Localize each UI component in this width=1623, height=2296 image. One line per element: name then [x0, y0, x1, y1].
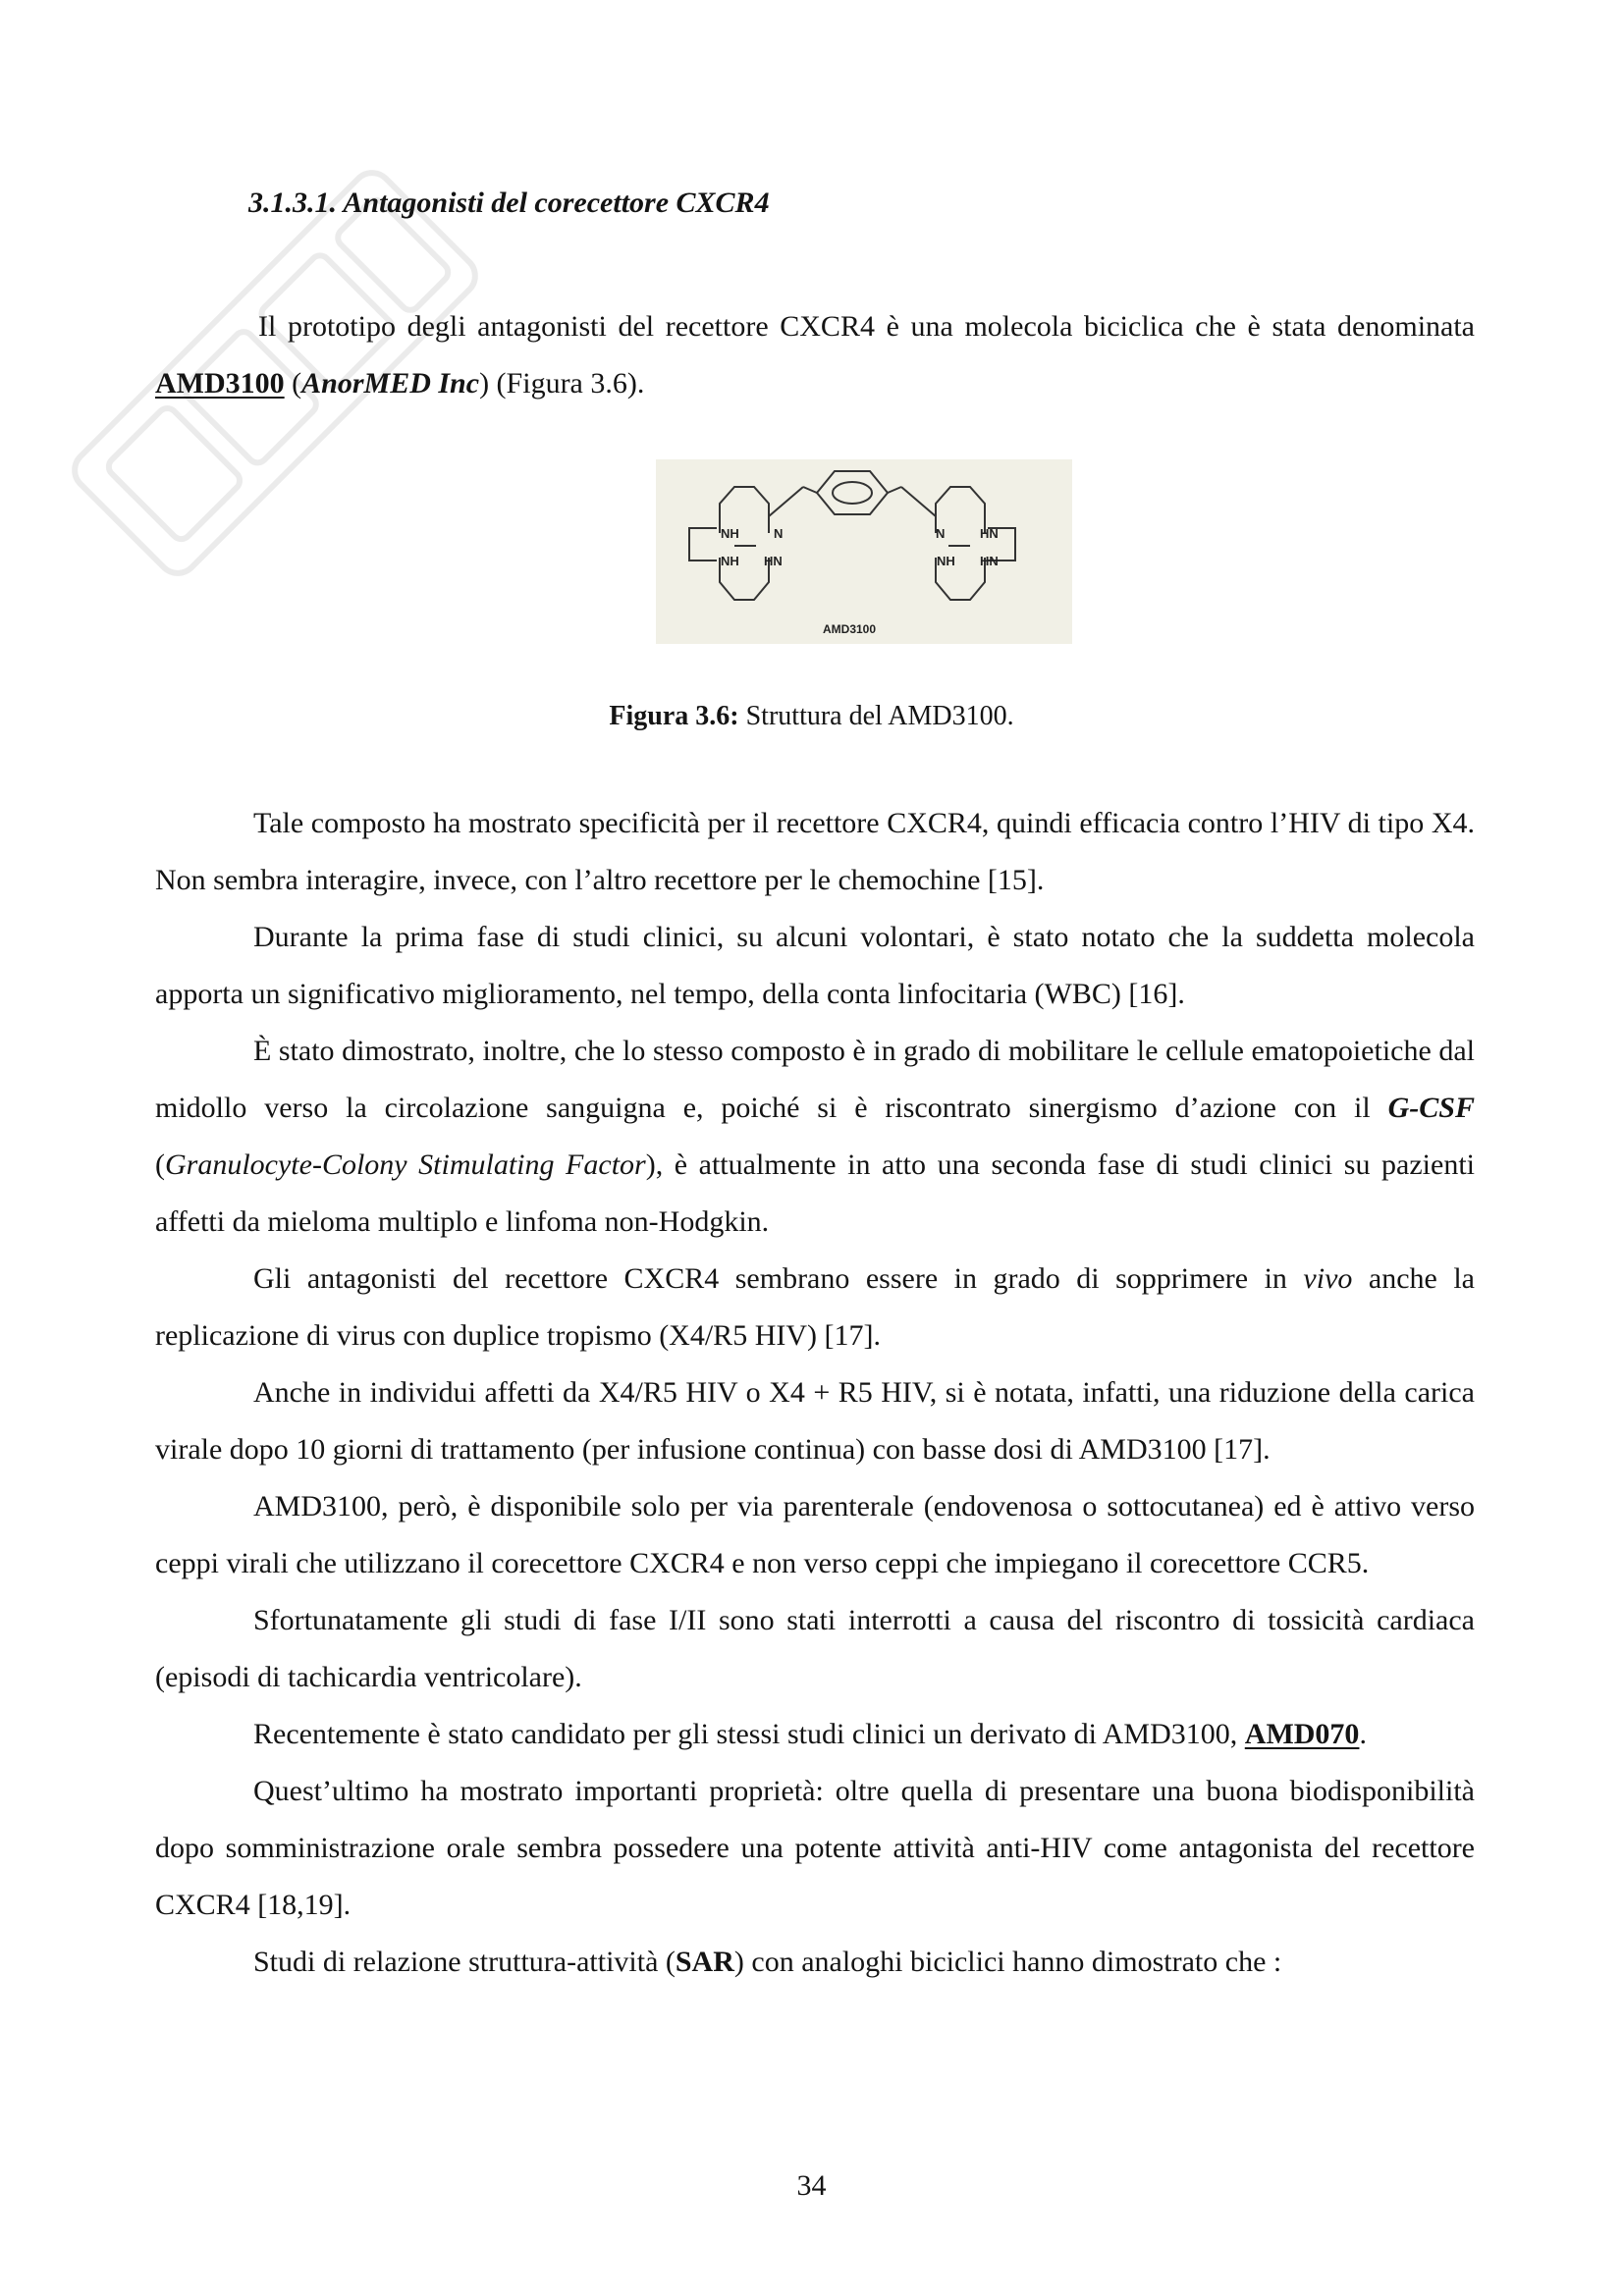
molecule-figure [656, 459, 1072, 644]
ring-atom-label: NH [721, 554, 739, 568]
figure-caption [0, 701, 1623, 732]
in-vivo-term: vivo [1303, 1262, 1353, 1295]
gcsf-term: G-CSF [1387, 1092, 1475, 1124]
page-number: 34 [796, 2169, 827, 2202]
paragraph: Tale composto ha mostrato specificità per il recettore CXCR4, quindi efficacia contro l’HIV di tipo X4. Non sembra interagire, invece, con l’altro recettore per le chemochine [15]. [155, 807, 1475, 896]
ring-atom-label: HN [764, 554, 783, 568]
paragraph: Recentemente è stato candidato per gli stessi studi clinici un derivato di AMD3100, AMD070. [253, 1718, 1367, 1750]
paragraph: Studi di relazione struttura-attività (SAR) con analoghi biciclici hanno dimostrato che : [253, 1946, 1282, 1978]
ring-atom-label: NH [937, 554, 955, 568]
intro-paragraph: Il prototipo degli antagonisti del recettore CXCR4 è una molecola biciclica che è stata denominata AMD3100 (AnorMED Inc) (Figura 3.6). [155, 310, 1475, 400]
body-text [155, 795, 1475, 1991]
company-name: AnorMED Inc [301, 367, 480, 400]
section-heading: 3.1.3.1. Antagonisti del corecettore CXCR4 [248, 187, 770, 219]
sar-term: SAR [675, 1946, 734, 1978]
intro-block [155, 298, 1475, 412]
paragraph: Quest’ultimo ha mostrato importanti proprietà: oltre quella di presentare una buona biodisponibilità dopo somministrazione orale sembra possedere una potente attività anti-HIV come antagonista del recettore CXCR4 [18,19]. [155, 1775, 1475, 1921]
paragraph: AMD3100, però, è disponibile solo per via parenterale (endovenosa o sottocutanea) ed è attivo verso ceppi virali che utilizzano il corecettore CXCR4 e non verso ceppi che impiegano il corecettore CCR5. [155, 1490, 1475, 1579]
compound-name: AMD070 [1244, 1718, 1360, 1750]
caption-label: Figura 3.6: [609, 701, 739, 731]
paragraph: Gli antagonisti del recettore CXCR4 sembrano essere in grado di sopprimere in vivo anche la replicazione di virus con duplice tropismo (X4/R5 HIV) [17]. [155, 1262, 1475, 1352]
ring-atom-label: HN [980, 526, 999, 541]
ring-atom-label: HN [980, 554, 999, 568]
amd3100-structure-drawing [656, 459, 1072, 644]
paragraph: Durante la prima fase di studi clinici, su alcuni volontari, è stato notato che la suddetta molecola apporta un significativo miglioramento, nel tempo, della conta linfocitaria (WBC) [16]. [155, 921, 1475, 1010]
paragraph: È stato dimostrato, inoltre, che lo stesso composto è in grado di mobilitare le cellule ematopoietiche dal midollo verso la circolazione sanguigna e, poiché si è riscontrato sinergismo d’azione con il G-CSF (Granulocyte-Colony Stimulating Factor), è attualmente in atto una seconda fase di studi clinici su pazienti affetti da mieloma multiplo e linfoma non-Hodgkin. [155, 1035, 1475, 1238]
paragraph: Sfortunatamente gli studi di fase I/II sono stati interrotti a causa del riscontro di tossicità cardiaca (episodi di tachicardia ventricolare). [155, 1604, 1475, 1693]
ring-atom-label: N [936, 526, 946, 541]
caption-text: Struttura del AMD3100. [738, 701, 1014, 731]
compound-name: AMD3100 [155, 367, 285, 400]
ring-atom-label: NH [721, 526, 739, 541]
ring-atom-label: N [774, 526, 784, 541]
gcsf-full-name: Granulocyte-Colony Stimulating Factor [165, 1148, 646, 1181]
compound-label: AMD3100 [823, 622, 877, 636]
paragraph: Anche in individui affetti da X4/R5 HIV o X4 + R5 HIV, si è notata, infatti, una riduzione della carica virale dopo 10 giorni di trattamento (per infusione continua) con basse dosi di AMD3100 [17]. [155, 1376, 1475, 1466]
